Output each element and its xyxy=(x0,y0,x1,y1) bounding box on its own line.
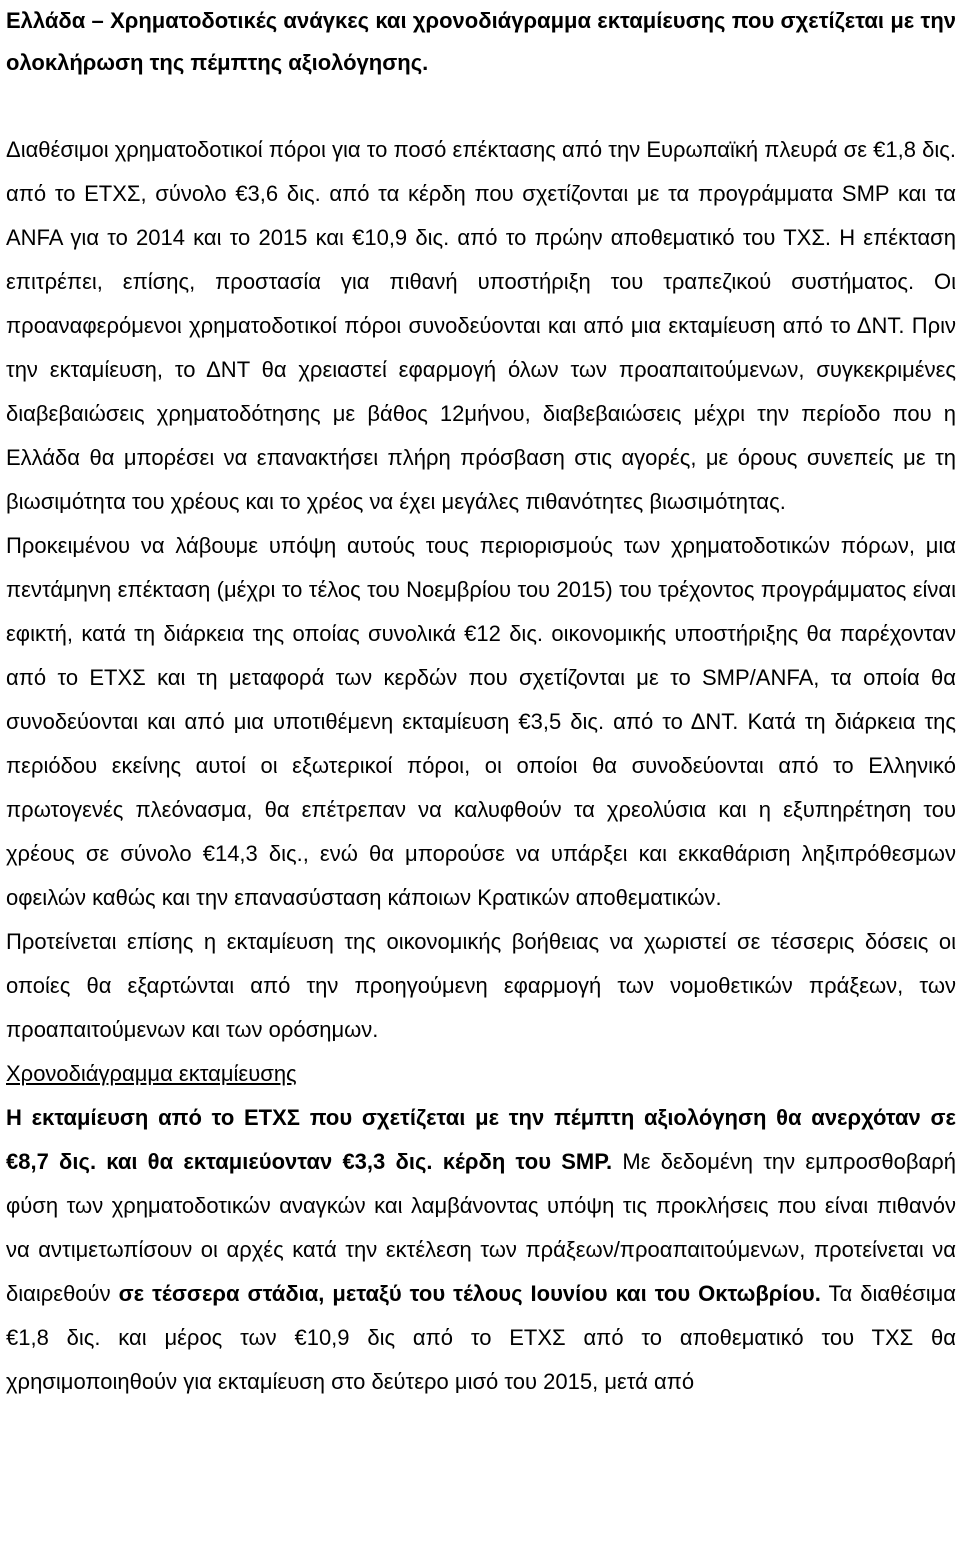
plain-text-proposal: Με δεδομένη την εμπροσθοβαρή φύση των χρηματοδοτικών αναγκών και λαμβάνοντας υπόψη τις προκλήσεις που είναι πιθανόν να αντιμετωπίσουν οι αρχές κατά την εκτέλεση των πράξεων/προαπαιτούμενων, προτείνεται να διαιρεθούν xyxy=(6,1149,956,1306)
plain-text-available: Τα διαθέσιμα €1,8 δις. και μέρος των €10,9 δις από το ΕΤΧΣ από το αποθεματικό του ΤΧΣ θα χρησιμοποιηθούν για εκταμίευση στο δεύτερο μισό του 2015, μετά από xyxy=(6,1281,956,1394)
section-heading: Χρονοδιάγραμμα εκταμίευσης xyxy=(6,1061,297,1086)
paragraph-funding-sources: Διαθέσιμοι χρηματοδοτικοί πόροι για το ποσό επέκτασης από την Ευρωπαϊκή πλευρά σε €1,8 δις. από το ΕΤΧΣ, σύνολο €3,6 δις. από τα κέρδη που σχετίζονται με τα προγράμματα SMP και τα ANFA για το 2014 και το 2015 και €10,9 δις. από το πρώην αποθεματικό του ΤΧΣ. Η επέκταση επιτρέπει, επίσης, προστασία για πιθανή υποστήριξη του τραπεζικού συστήματος. Οι προαναφερόμενοι χρηματοδοτικοί πόροι συνοδεύονται και από μια εκταμίευση από το ΔΝΤ. Πριν την εκταμίευση, το ΔΝΤ θα χρειαστεί εφαρμογή όλων των προαπαιτούμενων, συγκεκριμένες διαβεβαιώσεις χρηματοδότησης με βάθος 12μήνου, διαβεβαιώσεις μέχρι την περίοδο που η Ελλάδα θα μπορέσει να επανακτήσει πλήρη πρόσβαση στις αγορές, με όρους συνεπείς με τη βιωσιμότητα του χρέους και το χρέος να έχει μεγάλες πιθανότητες βιωσιμότητας. xyxy=(6,137,956,514)
document-title: Ελλάδα – Χρηματοδοτικές ανάγκες και χρονοδιάγραμμα εκταμίευσης που σχετίζεται με την ολοκλήρωση της πέμπτης αξιολόγησης. xyxy=(6,8,956,75)
bold-text-stages: σε τέσσερα στάδια, μεταξύ του τέλους Ιουνίου και του Οκτωβρίου. xyxy=(118,1281,821,1306)
spacer xyxy=(6,84,956,128)
bold-text-disbursement: Η εκταμίευση από το ΕΤΧΣ που σχετίζεται με την πέμπτη αξιολόγηση θα ανερχόταν σε €8,7 δις. και θα εκταμιεύονταν €3,3 δις. κέρδη του SMP. xyxy=(6,1105,956,1174)
paragraph-disbursement-schedule xyxy=(6,1096,956,1404)
paragraph-extension-proposal: Προκειμένου να λάβουμε υπόψη αυτούς τους περιορισμούς των χρηματοδοτικών πόρων, μια πεντάμηνη επέκταση (μέχρι το τέλος του Νοεμβρίου του 2015) του τρέχοντος προγράμματος είναι εφικτή, κατά τη διάρκεια της οποίας συνολικά €12 δις. οικονομικής υποστήριξης θα παρέχονταν από το ΕΤΧΣ και τη μεταφορά των κερδών που σχετίζονται με το SMP/ANFA, τα οποία θα συνοδεύονται και από μια υποτιθέμενη εκταμίευση €3,5 δις. από το ΔΝΤ. Κατά τη διάρκεια της περιόδου εκείνης αυτοί οι εξωτερικοί πόροι, οι οποίοι θα συνοδεύονται από το Ελληνικό πρωτογενές πλεόνασμα, θα επέτρεπαν να καλυφθούν τα χρεολύσια και η εξυπηρέτηση του χρέους σε σύνολο €14,3 δις., ενώ θα μπορούσε να υπάρξει και εκκαθάριση ληξιπρόθεσμων οφειλών καθώς και την επανασύσταση κάποιων Κρατικών αποθεματικών. xyxy=(6,533,956,910)
document-page xyxy=(6,0,956,1404)
paragraph-tranches: Προτείνεται επίσης η εκταμίευση της οικονομικής βοήθειας να χωριστεί σε τέσσερις δόσεις οι οποίες θα εξαρτώνται από την προηγούμενη εφαρμογή των νομοθετικών πράξεων, των προαπαιτούμενων και των ορόσημων. xyxy=(6,929,956,1042)
